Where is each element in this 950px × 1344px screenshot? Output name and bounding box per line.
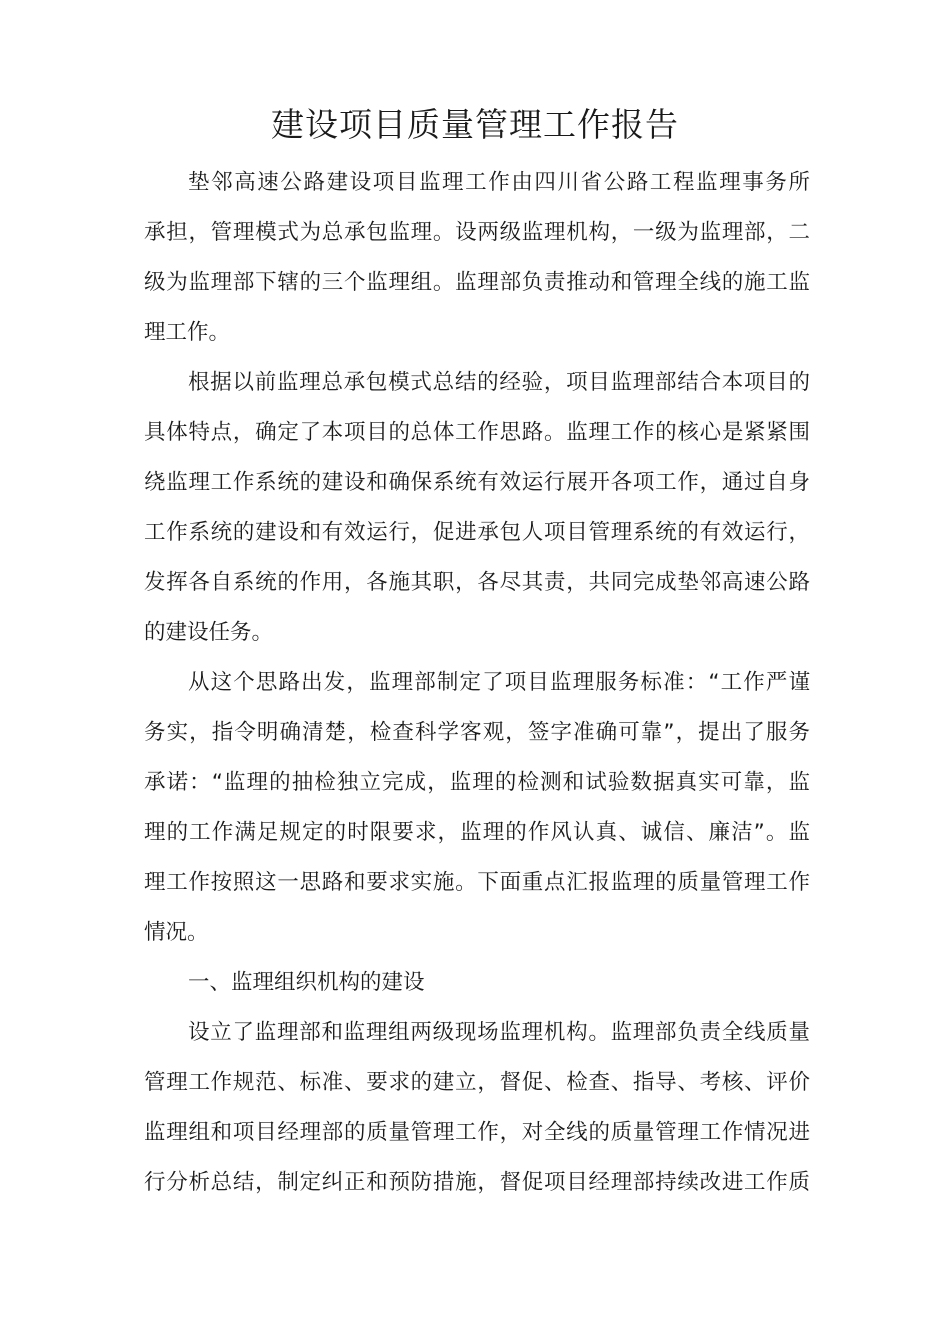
text-line: 监理组和项目经理部的质量管理工作，对全线的质量管理工作情况进 xyxy=(144,1120,810,1145)
text-line: 承诺：“监理的抽检独立完成，监理的检测和试验数据真实可靠，监 xyxy=(144,770,810,795)
text-line: 绕监理工作系统的建设和确保系统有效运行展开各项工作，通过自身 xyxy=(144,470,810,495)
text-line: 管理工作规范、标准、要求的建立，督促、检查、指导、考核、评价 xyxy=(144,1070,810,1095)
text-line: 发挥各自系统的作用，各施其职，各尽其责，共同完成垫邻高速公路 xyxy=(144,570,810,595)
text-line: 设立了监理部和监理组两级现场监理机构。监理部负责全线质量 xyxy=(188,1020,810,1045)
document-title: 建设项目质量管理工作报告 xyxy=(271,105,679,144)
text-line: 根据以前监理总承包模式总结的经验，项目监理部结合本项目的 xyxy=(188,370,810,395)
text-line: 理工作按照这一思路和要求实施。下面重点汇报监理的质量管理工作 xyxy=(144,870,810,895)
text-line: 工作系统的建设和有效运行，促进承包人项目管理系统的有效运行， xyxy=(144,520,810,545)
text-line: 的建设任务。 xyxy=(144,620,274,645)
text-line: 务实，指令明确清楚，检查科学客观，签字准确可靠”，提出了服务 xyxy=(144,720,810,745)
text-line: 从这个思路出发，监理部制定了项目监理服务标准：“工作严谨 xyxy=(188,670,810,695)
text-line: 情况。 xyxy=(144,920,209,945)
document-body xyxy=(144,158,810,1208)
text-line: 承担，管理模式为总承包监理。设两级监理机构，一级为监理部，二 xyxy=(144,220,810,245)
text-line: 级为监理部下辖的三个监理组。监理部负责推动和管理全线的施工监 xyxy=(144,270,810,295)
text-line: 行分析总结，制定纠正和预防措施，督促项目经理部持续改进工作质 xyxy=(144,1170,810,1195)
text-line: 理工作。 xyxy=(144,320,231,345)
text-line: 一、监理组织机构的建设 xyxy=(188,970,425,995)
text-line: 理的工作满足规定的时限要求，监理的作风认真、诚信、廉洁”。监 xyxy=(144,820,810,845)
text-line: 具体特点，确定了本项目的总体工作思路。监理工作的核心是紧紧围 xyxy=(144,420,810,445)
text-line: 垫邻高速公路建设项目监理工作由四川省公路工程监理事务所 xyxy=(188,170,810,195)
